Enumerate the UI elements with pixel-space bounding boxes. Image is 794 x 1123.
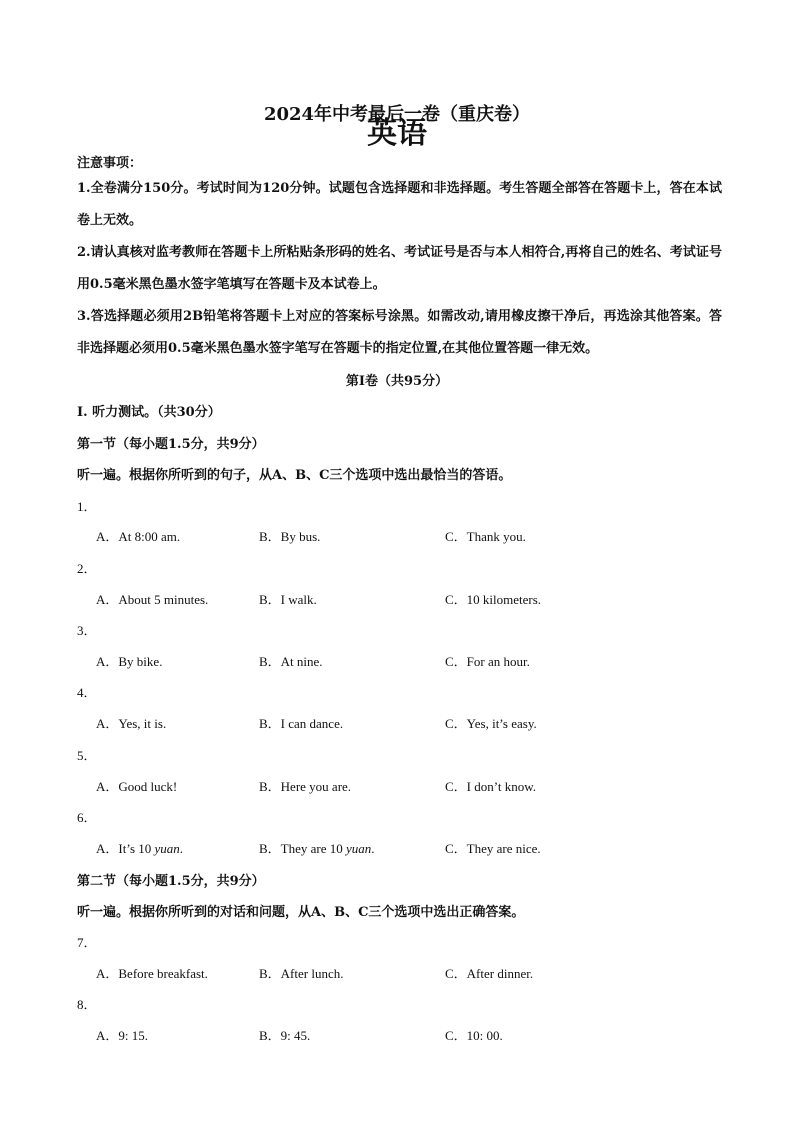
- part1-title: Ⅰ. 听力测试。（共30分）: [77, 405, 221, 420]
- option-a: A．Good luck!: [96, 779, 178, 794]
- subject-title: 英语: [367, 116, 427, 151]
- option-b: B．After lunch.: [259, 966, 344, 981]
- option-b-italic: yuan: [346, 841, 372, 856]
- option-a: A．Yes, it is.: [96, 716, 167, 731]
- notice-heading: 注意事项：: [77, 156, 143, 171]
- option-a-text: A．It’s 10: [96, 841, 155, 856]
- question-number: 7．: [77, 935, 97, 950]
- option-b-text: B．They are 10: [259, 841, 347, 856]
- option-b: [259, 838, 375, 857]
- question-number: 6．: [77, 810, 97, 825]
- option-c: C．They are nice.: [445, 841, 541, 856]
- option-a: A．9: 15.: [96, 1028, 149, 1043]
- question-number: 8．: [77, 997, 97, 1012]
- section2-title: 第二节（每小题1.5分，共9分）: [77, 874, 265, 889]
- notice-item-3: 3.答选择题必须用2B铅笔将答题卡上对应的答案标号涂黑。如需改动,请用橡皮擦干净后，再选涂其他答案。答非选择题必须用0.5毫米黑色墨水签字笔写在答题卡的指定位置,在其他位置答题一律无效。: [77, 309, 722, 356]
- option-a-end: .: [179, 841, 184, 856]
- notice-item-2: 2.请认真核对监考教师在答题卡上所粘贴条形码的姓名、考试证号是否与本人相符合,再将自己的姓名、考试证号用0.5毫米黑色墨水签字笔填写在答题卡及本试卷上。: [77, 245, 722, 292]
- option-a: A．At 8:00 am.: [96, 529, 181, 544]
- section2-instruction: 听一遍。根据你所听到的对话和问题，从A、B、C三个选项中选出正确答案。: [77, 905, 525, 920]
- option-a: A．About 5 minutes.: [96, 592, 209, 607]
- question-number: 5．: [77, 748, 97, 763]
- option-c: C．Yes, it’s easy.: [445, 716, 537, 731]
- option-a-italic: yuan: [154, 841, 180, 856]
- option-b: B．At nine.: [259, 654, 323, 669]
- notice-item-1: 1.全卷满分150分。考试时间为120分钟。试题包含选择题和非选择题。考生答题全部答在答题卡上，答在本试卷上无效。: [77, 181, 722, 228]
- notice-list: [77, 173, 722, 365]
- question-number: 4．: [77, 685, 97, 700]
- option-b: B．I can dance.: [259, 716, 344, 731]
- option-b: B．9: 45.: [259, 1028, 311, 1043]
- volume-title: 第I卷（共95分）: [345, 374, 449, 389]
- section1-instruction: 听一遍。根据你所听到的句子，从A、B、C三个选项中选出最恰当的答语。: [77, 468, 512, 483]
- option-b-end: .: [371, 841, 375, 856]
- option-b: B．I walk.: [259, 592, 317, 607]
- option-c: C．I don’t know.: [445, 779, 537, 794]
- option-a: [96, 838, 183, 857]
- option-b: B．Here you are.: [259, 779, 352, 794]
- option-a: A．Before breakfast.: [96, 966, 208, 981]
- section1-title: 第一节（每小题1.5分，共9分）: [77, 437, 265, 452]
- option-c: C．Thank you.: [445, 529, 526, 544]
- option-c: C．10 kilometers.: [445, 592, 542, 607]
- option-c: C．After dinner.: [445, 966, 534, 981]
- option-c: C．10: 00.: [445, 1028, 503, 1043]
- question-number: 3．: [77, 623, 97, 638]
- exam-title: 2024年中考最后一卷（重庆卷）: [263, 104, 531, 125]
- option-c: C．For an hour.: [445, 654, 530, 669]
- question-number: 1．: [77, 499, 97, 514]
- option-b: B．By bus.: [259, 529, 321, 544]
- option-a: A．By bike.: [96, 654, 163, 669]
- question-number: 2．: [77, 561, 97, 576]
